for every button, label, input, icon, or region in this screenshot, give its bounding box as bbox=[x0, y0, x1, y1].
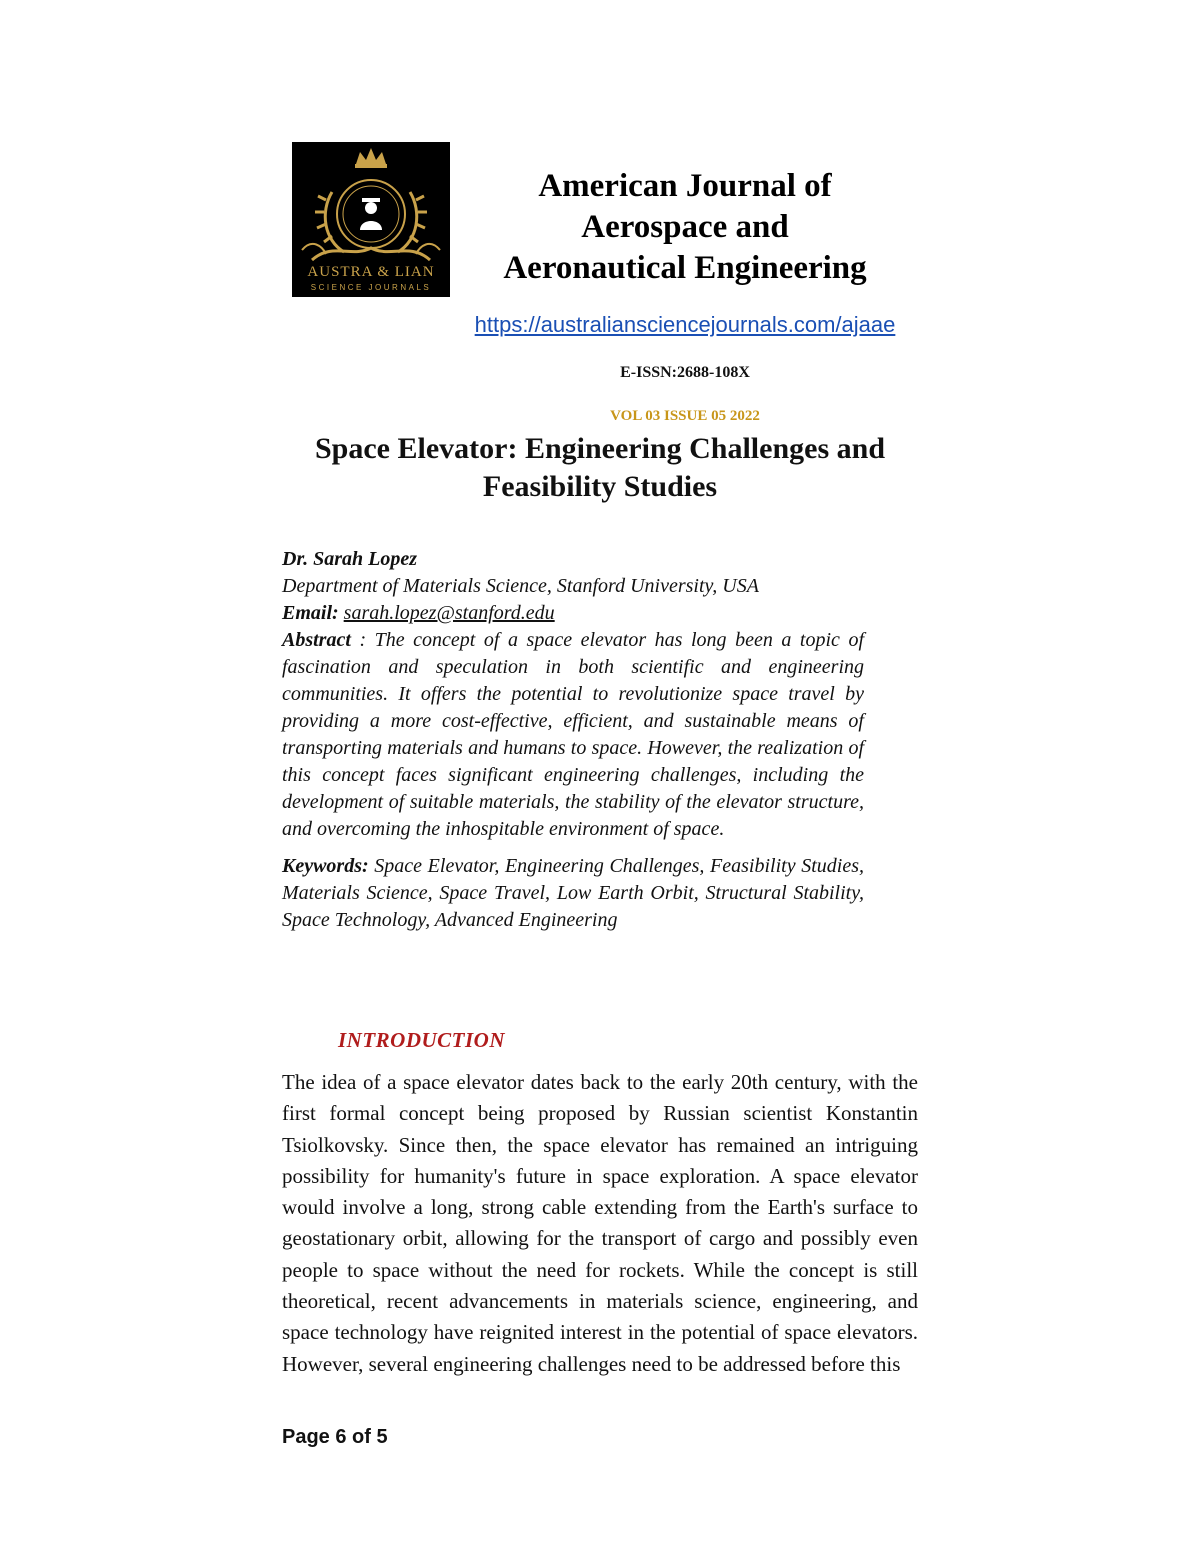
paper-title bbox=[282, 430, 918, 506]
author-affiliation: Department of Materials Science, Stanford University, USA bbox=[282, 575, 759, 597]
journal-title-line: American Journal of bbox=[538, 168, 832, 204]
journal-title bbox=[455, 166, 915, 289]
front-matter bbox=[282, 546, 864, 934]
keywords-text: Space Elevator, Engineering Challenges, Feasibility Studies, Materials Science, Space Travel, Low Earth Orbit, Structural Stability, Space Technology, Advanced Engineering bbox=[282, 855, 864, 931]
journal-title-line: Aeronautical Engineering bbox=[503, 250, 867, 286]
abstract bbox=[282, 627, 864, 843]
journal-url-link[interactable]: https://australiansciencejournals.com/ajaae bbox=[474, 312, 896, 337]
keywords bbox=[282, 853, 864, 934]
author-email bbox=[282, 600, 864, 627]
logo-brand-text: AUSTRA & LIAN bbox=[307, 264, 435, 280]
volume-issue-label: VOL 03 ISSUE 05 2022 bbox=[610, 408, 760, 424]
introduction-body bbox=[282, 1067, 918, 1380]
email-label: Email: bbox=[282, 602, 339, 624]
paper-title-line: Feasibility Studies bbox=[482, 470, 718, 503]
abstract-text: : The concept of a space elevator has long been a topic of fascination and speculation in both scientific and engineering communities. It offers the potential to revolutionize space travel by providing a more cost-effective, efficient, and sustainable means of transporting materials and humans to space. However, the realization of this concept faces significant engineering challenges, including the development of suitable materials, the stability of the elevator structure, and overcoming the inhospitable environment of space. bbox=[282, 629, 864, 840]
journal-title-line: Aerospace and bbox=[581, 209, 789, 245]
abstract-label: Abstract bbox=[282, 629, 351, 651]
keywords-label: Keywords: bbox=[282, 855, 369, 877]
journal-logo bbox=[292, 142, 450, 297]
paper-title-line: Space Elevator: Engineering Challenges and bbox=[314, 432, 885, 465]
page-number: Page 6 of 5 bbox=[282, 1426, 388, 1448]
issn-label: E-ISSN:2688-108X bbox=[620, 364, 750, 381]
introduction-paragraph: The idea of a space elevator dates back to the early 20th century, with the first formal concept being proposed by Russian scientist Konstantin Tsiolkovsky. Since then, the space elevator has remained an intriguing possibility for humanity's future in space exploration. A space elevator would involve a long, strong cable extending from the Earth's surface to geostationary orbit, allowing for the transport of cargo and possibly even people to space without the need for rockets. While the concept is still theoretical, recent advancements in materials science, engineering, and space technology have reignited interest in the potential of space elevators. However, several engineering challenges need to be addressed before this bbox=[282, 1070, 918, 1376]
email-link[interactable]: sarah.lopez@stanford.edu bbox=[343, 602, 555, 624]
author-name: Dr. Sarah Lopez bbox=[282, 548, 418, 570]
introduction-heading: INTRODUCTION bbox=[338, 1028, 506, 1052]
logo-tagline-text: SCIENCE JOURNALS bbox=[310, 283, 432, 292]
